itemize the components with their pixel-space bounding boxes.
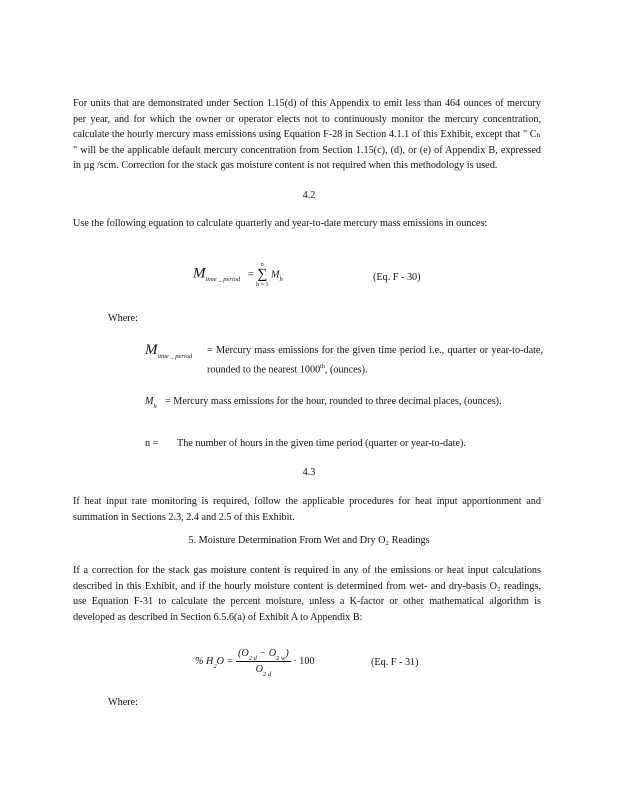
section-heading-5: 5. Moisture Determination From Wet and Dry O₂ Readings [188,535,430,546]
equation-f30 [193,262,283,288]
def-mh-subscript: h [153,403,157,410]
def-mh-term [145,393,165,411]
equation-f31 [195,648,315,678]
eq-f31-lhs-tail: O = [216,655,234,667]
def-mtime-term [145,342,207,361]
where-label-2: Where: [108,697,138,708]
def-mtime-symbol: M [145,342,158,358]
def-n-symbol: n = [145,438,159,449]
paragraph-quarterly-equation-intro: Use the following equation to calculate quarterly and year-to-date mercury mass emissions in ounces: [73,218,488,229]
eq-f31-lhs-subscript: 2 [213,662,217,670]
eq-f30-sum-upper: n [260,262,264,268]
eq-f31-num-sub1: 2 d [248,655,257,662]
eq-f30-equals: = [247,269,254,281]
eq-f30-rhs-symbol: M [271,269,280,281]
eq-f30-rhs-subscript: h [279,276,283,284]
eq-f31-numerator [236,648,291,662]
eq-f31-num-open: (O [237,648,249,659]
eq-f31-den-symbol: O [255,664,263,675]
eq-f31-num-minus: − O [256,648,277,659]
eq-f31-times: · 100 [293,655,315,667]
paragraph-heat-input: If heat input rate monitoring is required, follow the applicable procedures for heat input apportionment and summation in Sections 2.3, 2.4 and 2.5 of this Exhibit. [73,496,541,523]
eq-f30-lhs-symbol: M [193,265,206,282]
def-mtime-superscript: th [320,364,325,370]
def-mtime-tail: , (ounces). [324,364,368,376]
sum-icon: ∑ [257,267,268,282]
section-number-4-2: 4.2 [302,190,316,201]
equation-f31-label: (Eq. F - 31) [371,657,419,668]
where-label-1: Where: [108,313,138,324]
def-mh-symbol: M [145,396,154,407]
paragraph-moisture-correction: If a correction for the stack gas moisture content is required in any of the emissions or heat input calculations described in this Exhibit, and if the hourly moisture content is determined from wet- and dry-basis O₂ readings, use Equation F-31 to calculate the percent moisture, unless a K-factor or other mathematical algorithm is developed as described in Section 6.5.6(a) of Exhibit A to Appendix B: [73,565,541,623]
definition-mtime [145,342,545,378]
def-mh-text: = Mercury mass emissions for the hour, rounded to three decimal places, (ounces). [165,396,502,407]
eq-f31-num-close: ) [285,648,289,659]
eq-f30-sum-lower: h = 1 [256,282,269,288]
def-n-text: The number of hours in the given time period (quarter or year-to-date). [177,438,466,449]
definition-n [145,438,466,449]
paragraph-default-concentration: For units that are demonstrated under Section 1.15(d) of this Appendix to emit less than 464 ounces of mercury per year, and for which the owner or operator elects not to continuously monitor the mercury concentration, calculate the hourly mercury mass emissions using Equation F-28 in Section 4.1.1 of this Exhibit, except that " Cₕ " will be the applicable default mercury concentration from Section 1.15(c), (d), or (e) of Appendix B, expressed in µg /scm. Correction for the stack gas moisture content is not required when this methodology is used. [73,98,541,171]
eq-f31-num-sub2: 2 w [276,655,286,662]
eq-f31-fraction [236,648,291,678]
eq-f31-den-sub: 2 d [263,671,272,678]
def-mtime-text-wrap [207,342,543,378]
equation-f30-label: (Eq. F - 30) [373,272,421,283]
def-mtime-text: = Mercury mass emissions for the given time period i.e., quarter or year-to-date, rounded to the nearest 1000 [207,345,543,376]
eq-f30-lhs-subscript: time _ period [205,276,241,284]
def-mtime-subscript: time _ period [157,353,193,360]
eq-f30-summation [256,262,268,288]
section-number-4-3: 4.3 [302,467,316,478]
definition-mh [145,393,545,411]
eq-f31-denominator [236,662,291,678]
eq-f31-lhs: % H [195,655,214,667]
